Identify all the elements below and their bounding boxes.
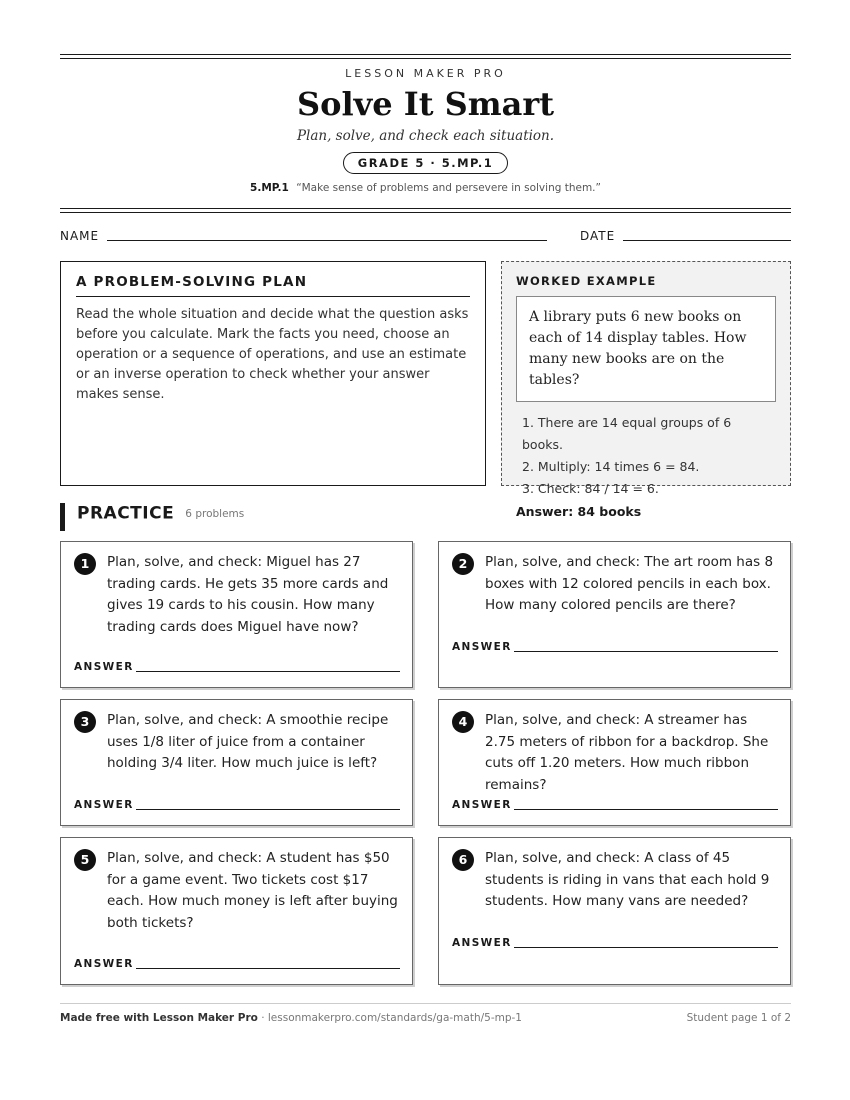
answer-row <box>74 661 400 677</box>
problem-number-badge: 3 <box>74 711 96 733</box>
page-subtitle: Plan, solve, and check each situation. <box>296 128 555 144</box>
name-label: NAME <box>60 229 100 243</box>
worked-example-problem: A library puts 6 new books on each of 14 display tables. How many new books are on the tables? <box>516 296 776 402</box>
header-double-rule <box>60 208 791 213</box>
problem-card-1 <box>60 541 413 688</box>
answer-field[interactable] <box>136 671 400 672</box>
grade-badge: GRADE 5 · 5.MP.1 <box>343 152 508 174</box>
answer-field[interactable] <box>514 809 778 810</box>
answer-row <box>74 799 400 815</box>
answer-label: ANSWER <box>74 661 134 673</box>
standard-text: “Make sense of problems and persevere in solving them.” <box>296 182 601 194</box>
answer-field[interactable] <box>136 968 400 969</box>
answer-field[interactable] <box>514 947 778 948</box>
answer-label: ANSWER <box>452 799 512 811</box>
page-title: Solve It Smart <box>297 85 554 123</box>
answer-row <box>74 958 400 974</box>
brand-label: LESSON MAKER PRO <box>345 67 506 80</box>
problem-text: Plan, solve, and check: A class of 45 students is riding in vans that each hold 9 students. How many vans are needed? <box>485 850 770 909</box>
problem-text: Plan, solve, and check: A streamer has 2.75 meters of ribbon for a backdrop. She cuts off 1.20 meters. How much ribbon remains? <box>485 712 769 793</box>
problem-text: Plan, solve, and check: A student has $50 for a game event. Two tickets cost $17 each. How much money is left after buying both tickets? <box>107 850 398 931</box>
problem-solving-plan <box>60 261 486 486</box>
footer-rule <box>60 1003 791 1004</box>
date-label: DATE <box>580 229 616 243</box>
worked-example-step: 3. Check: 84 / 14 = 6. <box>522 481 659 496</box>
problem-card-3 <box>60 699 413 826</box>
problem-card-6 <box>438 837 791 985</box>
problem-text: Plan, solve, and check: The art room has 8 boxes with 12 colored pencils in each box. How many colored pencils are there? <box>485 554 774 613</box>
grade-badge-row <box>60 152 791 174</box>
worked-example-step: 2. Multiply: 14 times 6 = 84. <box>522 459 700 474</box>
footer-made-with: Made free with Lesson Maker Pro <box>60 1012 258 1024</box>
answer-row <box>452 641 778 657</box>
answer-field[interactable] <box>514 651 778 652</box>
worked-example-label: WORKED EXAMPLE <box>516 274 657 288</box>
worked-example-steps <box>516 412 776 500</box>
date-field[interactable] <box>623 240 791 241</box>
top-double-rule <box>60 54 791 59</box>
answer-label: ANSWER <box>452 937 512 949</box>
practice-heading <box>60 503 244 531</box>
problem-text: Plan, solve, and check: A smoothie recipe uses 1/8 liter of juice from a container holding 3/4 liter. How much juice is left? <box>107 712 389 771</box>
footer-page-number: Student page 1 of 2 <box>686 1012 791 1024</box>
problem-number-badge: 2 <box>452 553 474 575</box>
worked-example <box>501 261 791 519</box>
answer-label: ANSWER <box>74 958 134 970</box>
answer-row <box>452 937 778 953</box>
answer-label: ANSWER <box>74 799 134 811</box>
problem-number-badge: 4 <box>452 711 474 733</box>
worked-example-step: 1. There are 14 equal groups of 6 books. <box>522 415 732 452</box>
plan-body: Read the whole situation and decide what the question asks before you calculate. Mark the facts you need, choose an operation or a sequence of operations, and use an estimate or an inverse operation to check whether your answer makes sense. <box>76 307 469 402</box>
worked-example-answer: Answer: 84 books <box>516 504 642 519</box>
problem-number-badge: 1 <box>74 553 96 575</box>
answer-label: ANSWER <box>452 641 512 653</box>
name-date-row <box>60 229 791 245</box>
problem-card-5 <box>60 837 413 985</box>
problem-text: Plan, solve, and check: Miguel has 27 trading cards. He gets 35 more cards and gives 19 cards to his cousin. How many trading cards does Miguel have now? <box>107 554 389 635</box>
standard-code: 5.MP.1 <box>250 182 289 194</box>
practice-count: 6 problems <box>185 507 245 520</box>
practice-title: PRACTICE <box>77 503 175 524</box>
name-field[interactable] <box>107 240 547 241</box>
problem-card-4 <box>438 699 791 826</box>
plan-title: A PROBLEM-SOLVING PLAN <box>76 274 470 297</box>
problem-number-badge: 5 <box>74 849 96 871</box>
footer-url[interactable]: · lessonmakerpro.com/standards/ga-math/5-mp-1 <box>257 1012 522 1024</box>
problem-number-badge: 6 <box>452 849 474 871</box>
answer-row <box>452 799 778 815</box>
standard-line <box>60 182 791 194</box>
worksheet-page <box>60 0 791 1100</box>
answer-field[interactable] <box>136 809 400 810</box>
footer-credit <box>60 1012 522 1024</box>
problem-card-2 <box>438 541 791 688</box>
